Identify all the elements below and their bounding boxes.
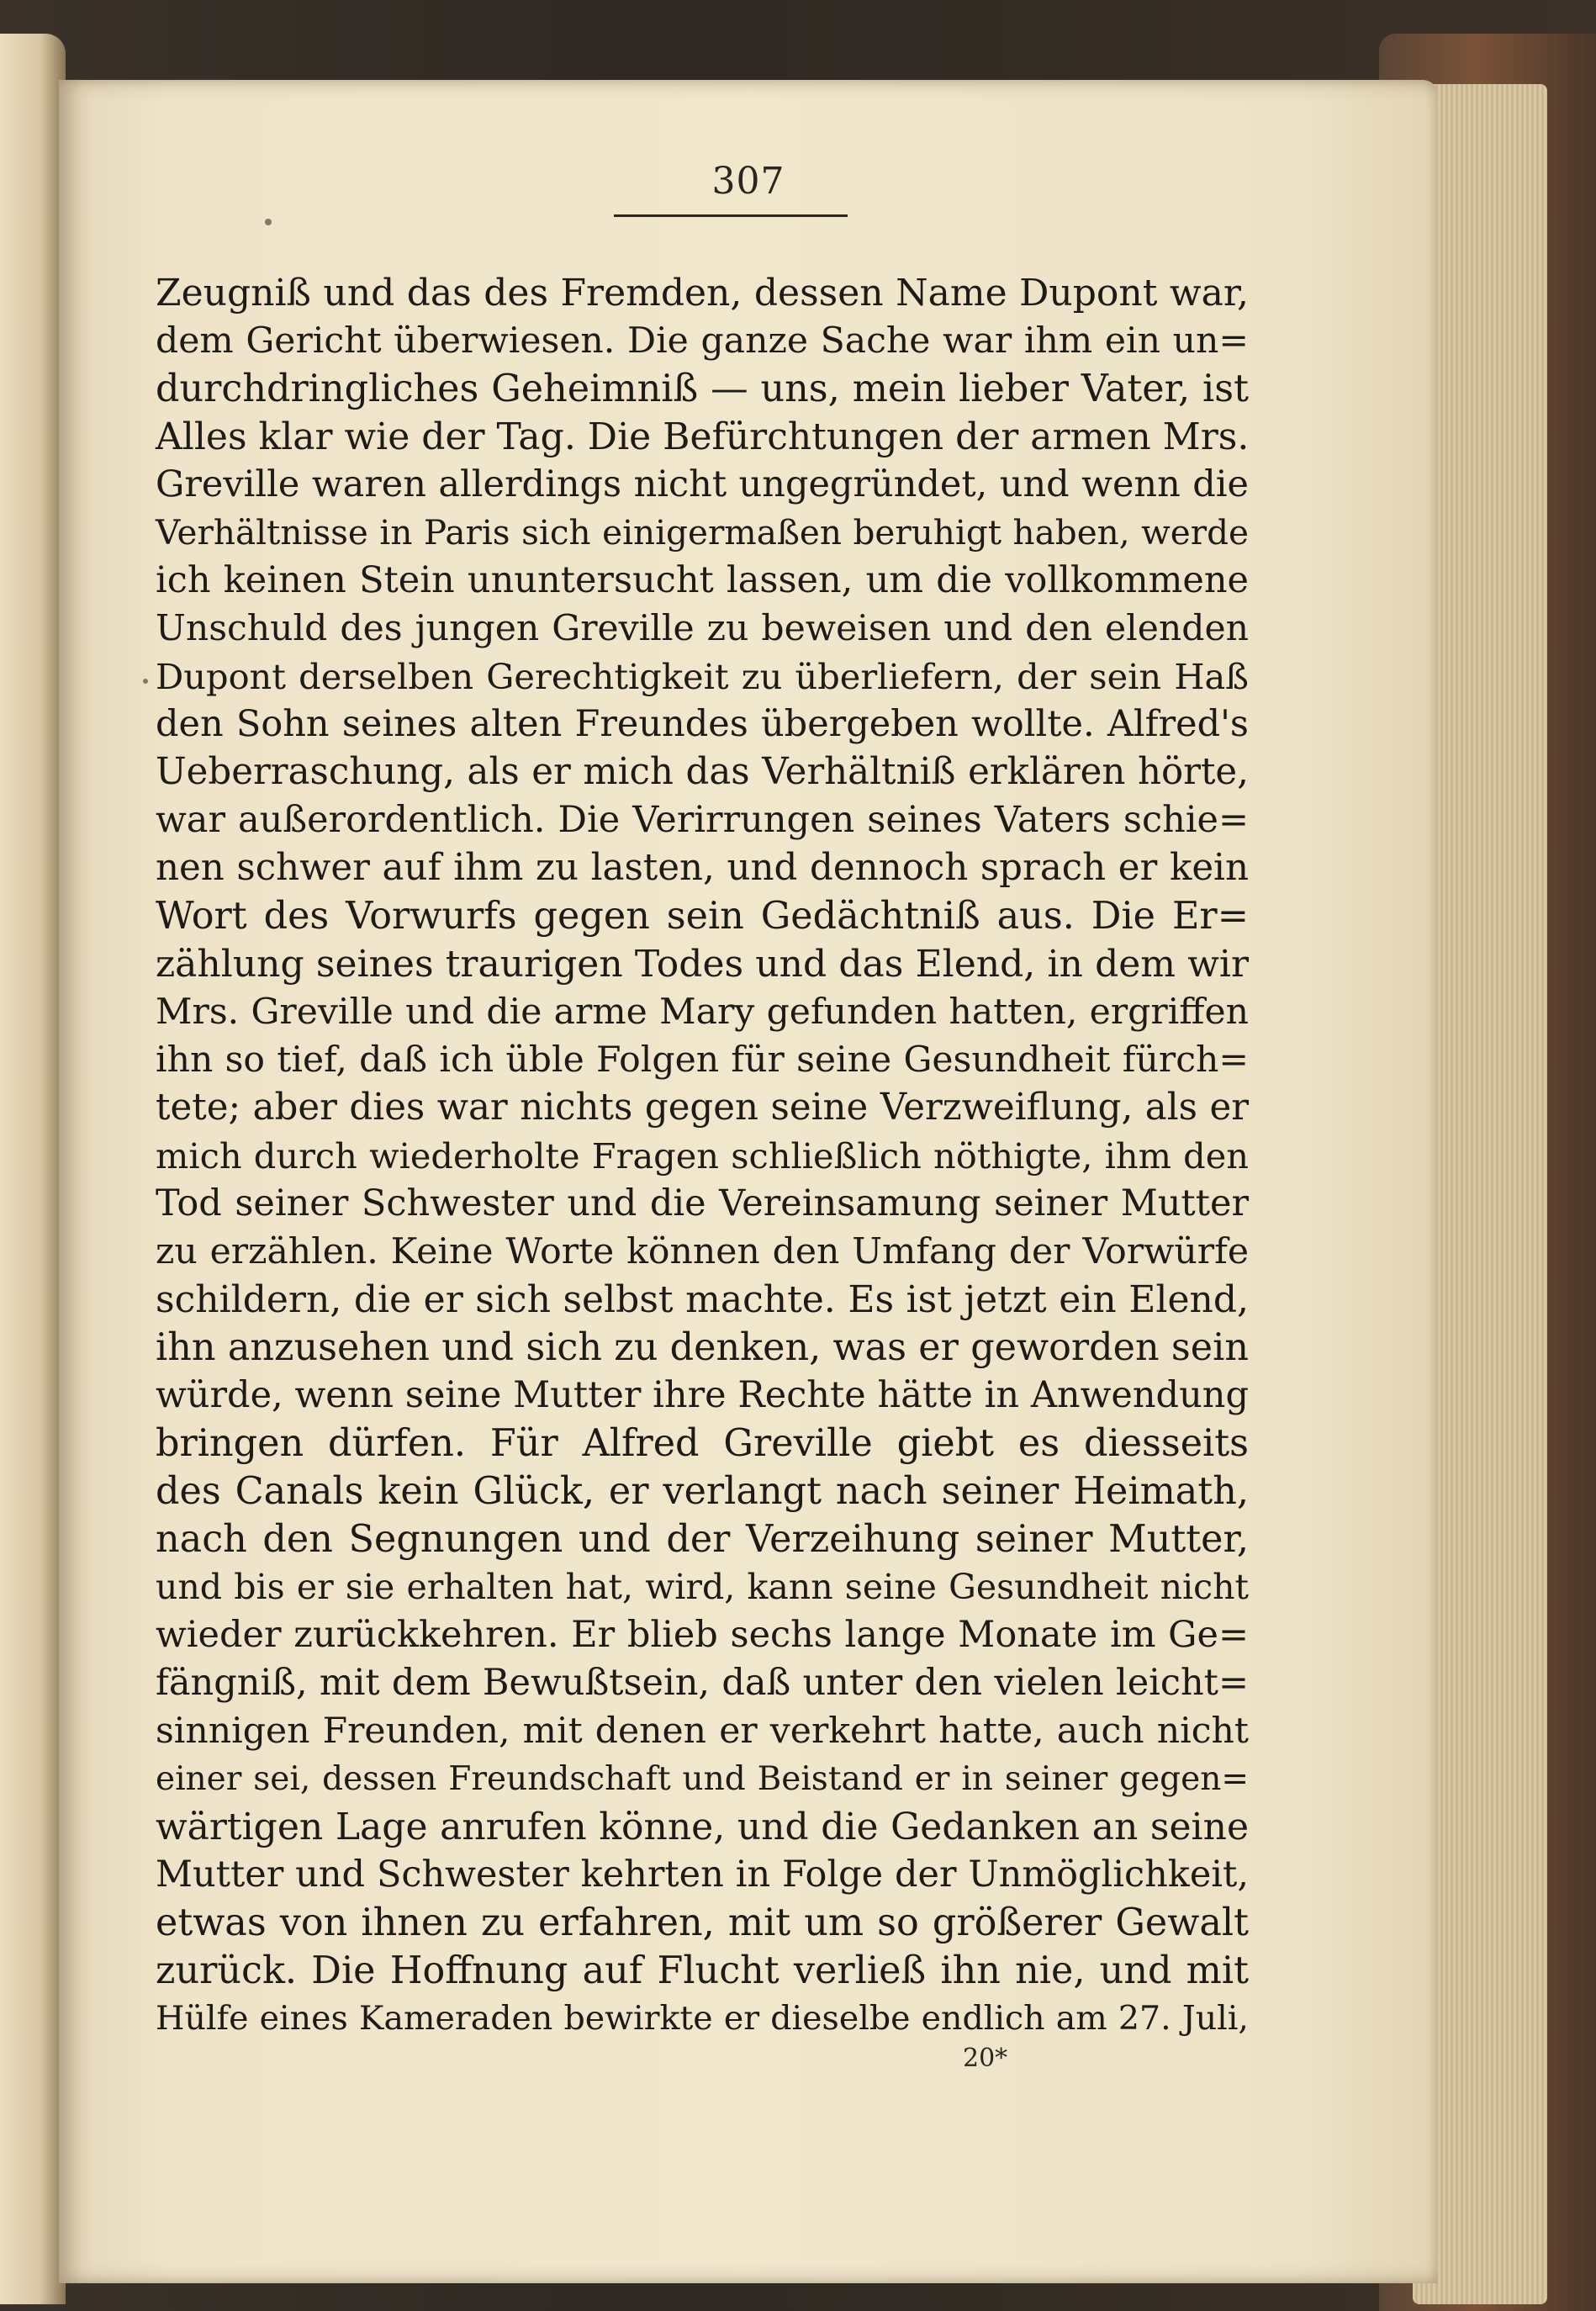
book-page	[59, 80, 1438, 2283]
page-body-text	[156, 269, 1249, 2043]
text-line: den Sohn seines alten Freundes übergeben wollte. Alfred's	[156, 703, 1249, 745]
text-line: Wort des Vorwurfs gegen sein Gedächtniß aus. Die Er=	[156, 895, 1249, 938]
text-line: bringen dürfen. Für Alfred Greville giebt es diesseits	[156, 1422, 1249, 1465]
text-line: war außerordentlich. Die Verirrungen seines Vaters schie=	[156, 799, 1249, 841]
text-line: nach den Segnungen und der Verzeihung seiner Mutter,	[156, 1518, 1249, 1561]
text-line: tete; aber dies war nichts gegen seine Verzweiflung, als er	[156, 1087, 1249, 1129]
text-line: ihn anzusehen und sich zu denken, was er geworden sein	[156, 1326, 1249, 1369]
text-line: Verhältnisse in Paris sich einigermaßen beruhigt haben, werde	[156, 512, 1249, 553]
text-line: durchdringliches Geheimniß — uns, mein lieber Vater, ist	[156, 368, 1249, 410]
text-line: würde, wenn seine Mutter ihre Rechte hätte in Anwendung	[156, 1374, 1249, 1416]
text-line: ich keinen Stein ununtersucht lassen, um die vollkommene	[156, 559, 1249, 601]
text-line: nen schwer auf ihm zu lasten, und dennoch sprach er kein	[156, 847, 1249, 889]
text-line: Greville waren allerdings nicht ungegründet, und wenn die	[156, 463, 1249, 505]
text-line: Mrs. Greville und die arme Mary gefunden hatten, ergriffen	[156, 992, 1249, 1033]
text-line: einer sei, dessen Freundschaft und Beistand er in seiner gegen=	[156, 1760, 1249, 1798]
text-line: sinnigen Freunden, mit denen er verkehrt hatte, auch nicht	[156, 1711, 1249, 1752]
text-line: Tod seiner Schwester und die Vereinsamung seiner Mutter	[156, 1182, 1249, 1224]
text-line: Hülfe eines Kameraden bewirkte er dieselbe endlich am 27. Juli,	[156, 1999, 1249, 2038]
text-line: Zeugniß und das des Fremden, dessen Name Dupont war,	[156, 272, 1249, 315]
text-line: mich durch wiederholte Fragen schließlich nöthigte, ihm den	[156, 1135, 1249, 1177]
text-line: dem Gericht überwiesen. Die ganze Sache war ihm ein un=	[156, 320, 1249, 362]
text-line: zählung seines traurigen Todes und das Elend, in dem wir	[156, 943, 1249, 986]
text-line: fängniß, mit dem Bewußtsein, daß unter den vielen leicht=	[156, 1662, 1249, 1704]
page-number: 307	[711, 160, 785, 203]
text-line: schildern, die er sich selbst machte. Es ist jetzt ein Elend,	[156, 1278, 1249, 1321]
text-line: ihn so tief, daß ich üble Folgen für seine Gesundheit fürch=	[156, 1039, 1249, 1081]
text-line: Unschuld des jungen Greville zu beweisen und den elenden	[156, 608, 1249, 649]
signature-mark: 20*	[963, 2044, 1008, 2073]
text-line: Mutter und Schwester kehrten in Folge der Unmöglichkeit,	[156, 1854, 1249, 1896]
facing-page-edge	[0, 34, 66, 2304]
paper-speck	[143, 679, 148, 684]
text-line: zurück. Die Hoffnung auf Flucht verließ ihn nie, und mit	[156, 1949, 1249, 1992]
text-line: zu erzählen. Keine Worte können den Umfang der Vorwürfe	[156, 1231, 1249, 1272]
text-line: etwas von ihnen zu erfahren, mit um so größerer Gewalt	[156, 1901, 1249, 1944]
text-line: wärtigen Lage anrufen könne, und die Gedanken an seine	[156, 1806, 1249, 1848]
text-line: Ueberraschung, als er mich das Verhältniß erklären hörte,	[156, 751, 1249, 793]
header-rule	[614, 214, 848, 217]
text-line: des Canals kein Glück, er verlangt nach seiner Heimath,	[156, 1470, 1249, 1513]
text-line: Dupont derselben Gerechtigkeit zu überliefern, der sein Haß	[156, 656, 1249, 697]
text-line: wieder zurückkehren. Er blieb sechs lange Monate im Ge=	[156, 1614, 1249, 1656]
text-line: Alles klar wie der Tag. Die Befürchtungen der armen Mrs.	[156, 415, 1250, 458]
text-line: und bis er sie erhalten hat, wird, kann seine Gesundheit nicht	[156, 1567, 1249, 1607]
paper-speck	[265, 219, 272, 225]
